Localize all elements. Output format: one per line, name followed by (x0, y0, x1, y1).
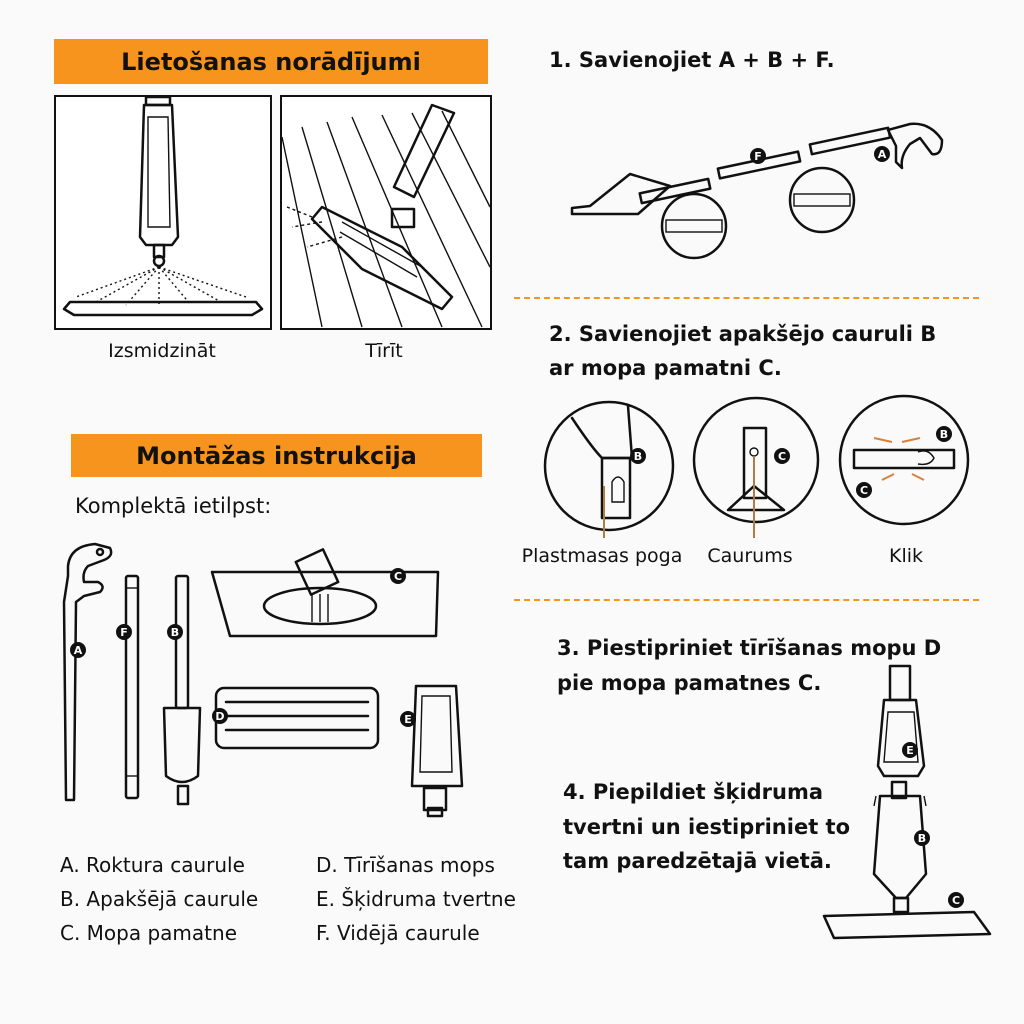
part-c-mop-base (212, 549, 438, 636)
usage-banner (54, 39, 488, 84)
part-b-lower-tube (164, 576, 200, 804)
step2-illustration (542, 398, 982, 538)
step2-caption-click: Klik (888, 545, 924, 567)
legend-item: F. Vidējā caurule (316, 921, 480, 945)
badge-e (902, 742, 918, 758)
clean-panel (280, 95, 492, 330)
step1-text: 1. Savienojiet A + B + F. (549, 48, 835, 72)
svg-text:B: B (917, 832, 927, 845)
badge-f (116, 624, 132, 640)
part-f-middle-tube (116, 576, 138, 798)
badge-c (948, 892, 964, 908)
svg-text:B: B (170, 626, 180, 639)
legend-item: D. Tīrīšanas mops (316, 853, 495, 877)
part-d-cleaning-pad (212, 688, 378, 748)
badge-b (936, 426, 952, 442)
svg-text:D: D (215, 710, 225, 723)
spray-caption: Izsmidzināt (108, 340, 216, 362)
step1-illustration (570, 116, 960, 266)
divider-1 (514, 297, 979, 299)
divider-2 (514, 599, 979, 601)
svg-text:E: E (404, 713, 412, 726)
svg-text:A: A (877, 148, 887, 161)
step3-line1: 3. Piestipriniet tīrīšanas mopu D (557, 636, 942, 660)
badge-e (400, 711, 416, 727)
badge-b (914, 830, 930, 846)
svg-text:C: C (859, 484, 869, 497)
badge-b (167, 624, 183, 640)
legend-item: A. Roktura caurule (60, 853, 245, 877)
step4-line3: tam paredzētajā vietā. (563, 849, 832, 873)
kit-label: Komplektā ietilpst: (75, 494, 272, 518)
badge-a (874, 146, 890, 162)
clean-illustration (282, 97, 490, 328)
svg-text:C: C (393, 570, 403, 583)
legend-item: E. Šķidruma tvertne (316, 887, 516, 911)
svg-text:A: A (73, 644, 83, 657)
badge-c (856, 482, 872, 498)
badge-d (212, 708, 228, 724)
part-e-fluid-tank (400, 686, 462, 816)
svg-text:B: B (633, 450, 643, 463)
assembly-banner (71, 434, 482, 477)
svg-text:F: F (120, 626, 128, 639)
clean-caption: Tīrīt (365, 340, 403, 362)
step3-4-mop-illustration (814, 666, 1004, 946)
step3-line2: pie mopa pamatnes C. (557, 671, 822, 695)
badge-c (774, 448, 790, 464)
usage-title: Lietošanas norādījumi (121, 47, 421, 76)
badge-a (70, 642, 86, 658)
svg-text:C: C (951, 894, 961, 907)
svg-text:C: C (777, 450, 787, 463)
step2-caption-button: Plastmasas poga (521, 545, 683, 567)
step2-caption-hole: Caurums (707, 545, 793, 567)
svg-text:F: F (754, 150, 762, 163)
spray-illustration (56, 97, 270, 328)
legend-item: C. Mopa pamatne (60, 921, 237, 945)
assembly-title: Montāžas instrukcija (136, 441, 417, 470)
svg-text:B: B (939, 428, 949, 441)
kit-parts-illustration (50, 536, 490, 826)
step2-line2: ar mopa pamatni C. (549, 356, 782, 380)
svg-text:E: E (906, 744, 914, 757)
badge-f (750, 148, 766, 164)
badge-b (630, 448, 646, 464)
part-a-handle (64, 544, 111, 800)
step4-line2: tvertni un iestipriniet to (563, 815, 851, 839)
spray-panel (54, 95, 272, 330)
step4-line1: 4. Piepildiet šķidruma (563, 780, 824, 804)
step2-line1: 2. Savienojiet apakšējo cauruli B (549, 322, 937, 346)
legend-left (60, 848, 258, 950)
legend-item: B. Apakšējā caurule (60, 887, 259, 911)
badge-c (390, 568, 406, 584)
legend-right (316, 848, 516, 950)
